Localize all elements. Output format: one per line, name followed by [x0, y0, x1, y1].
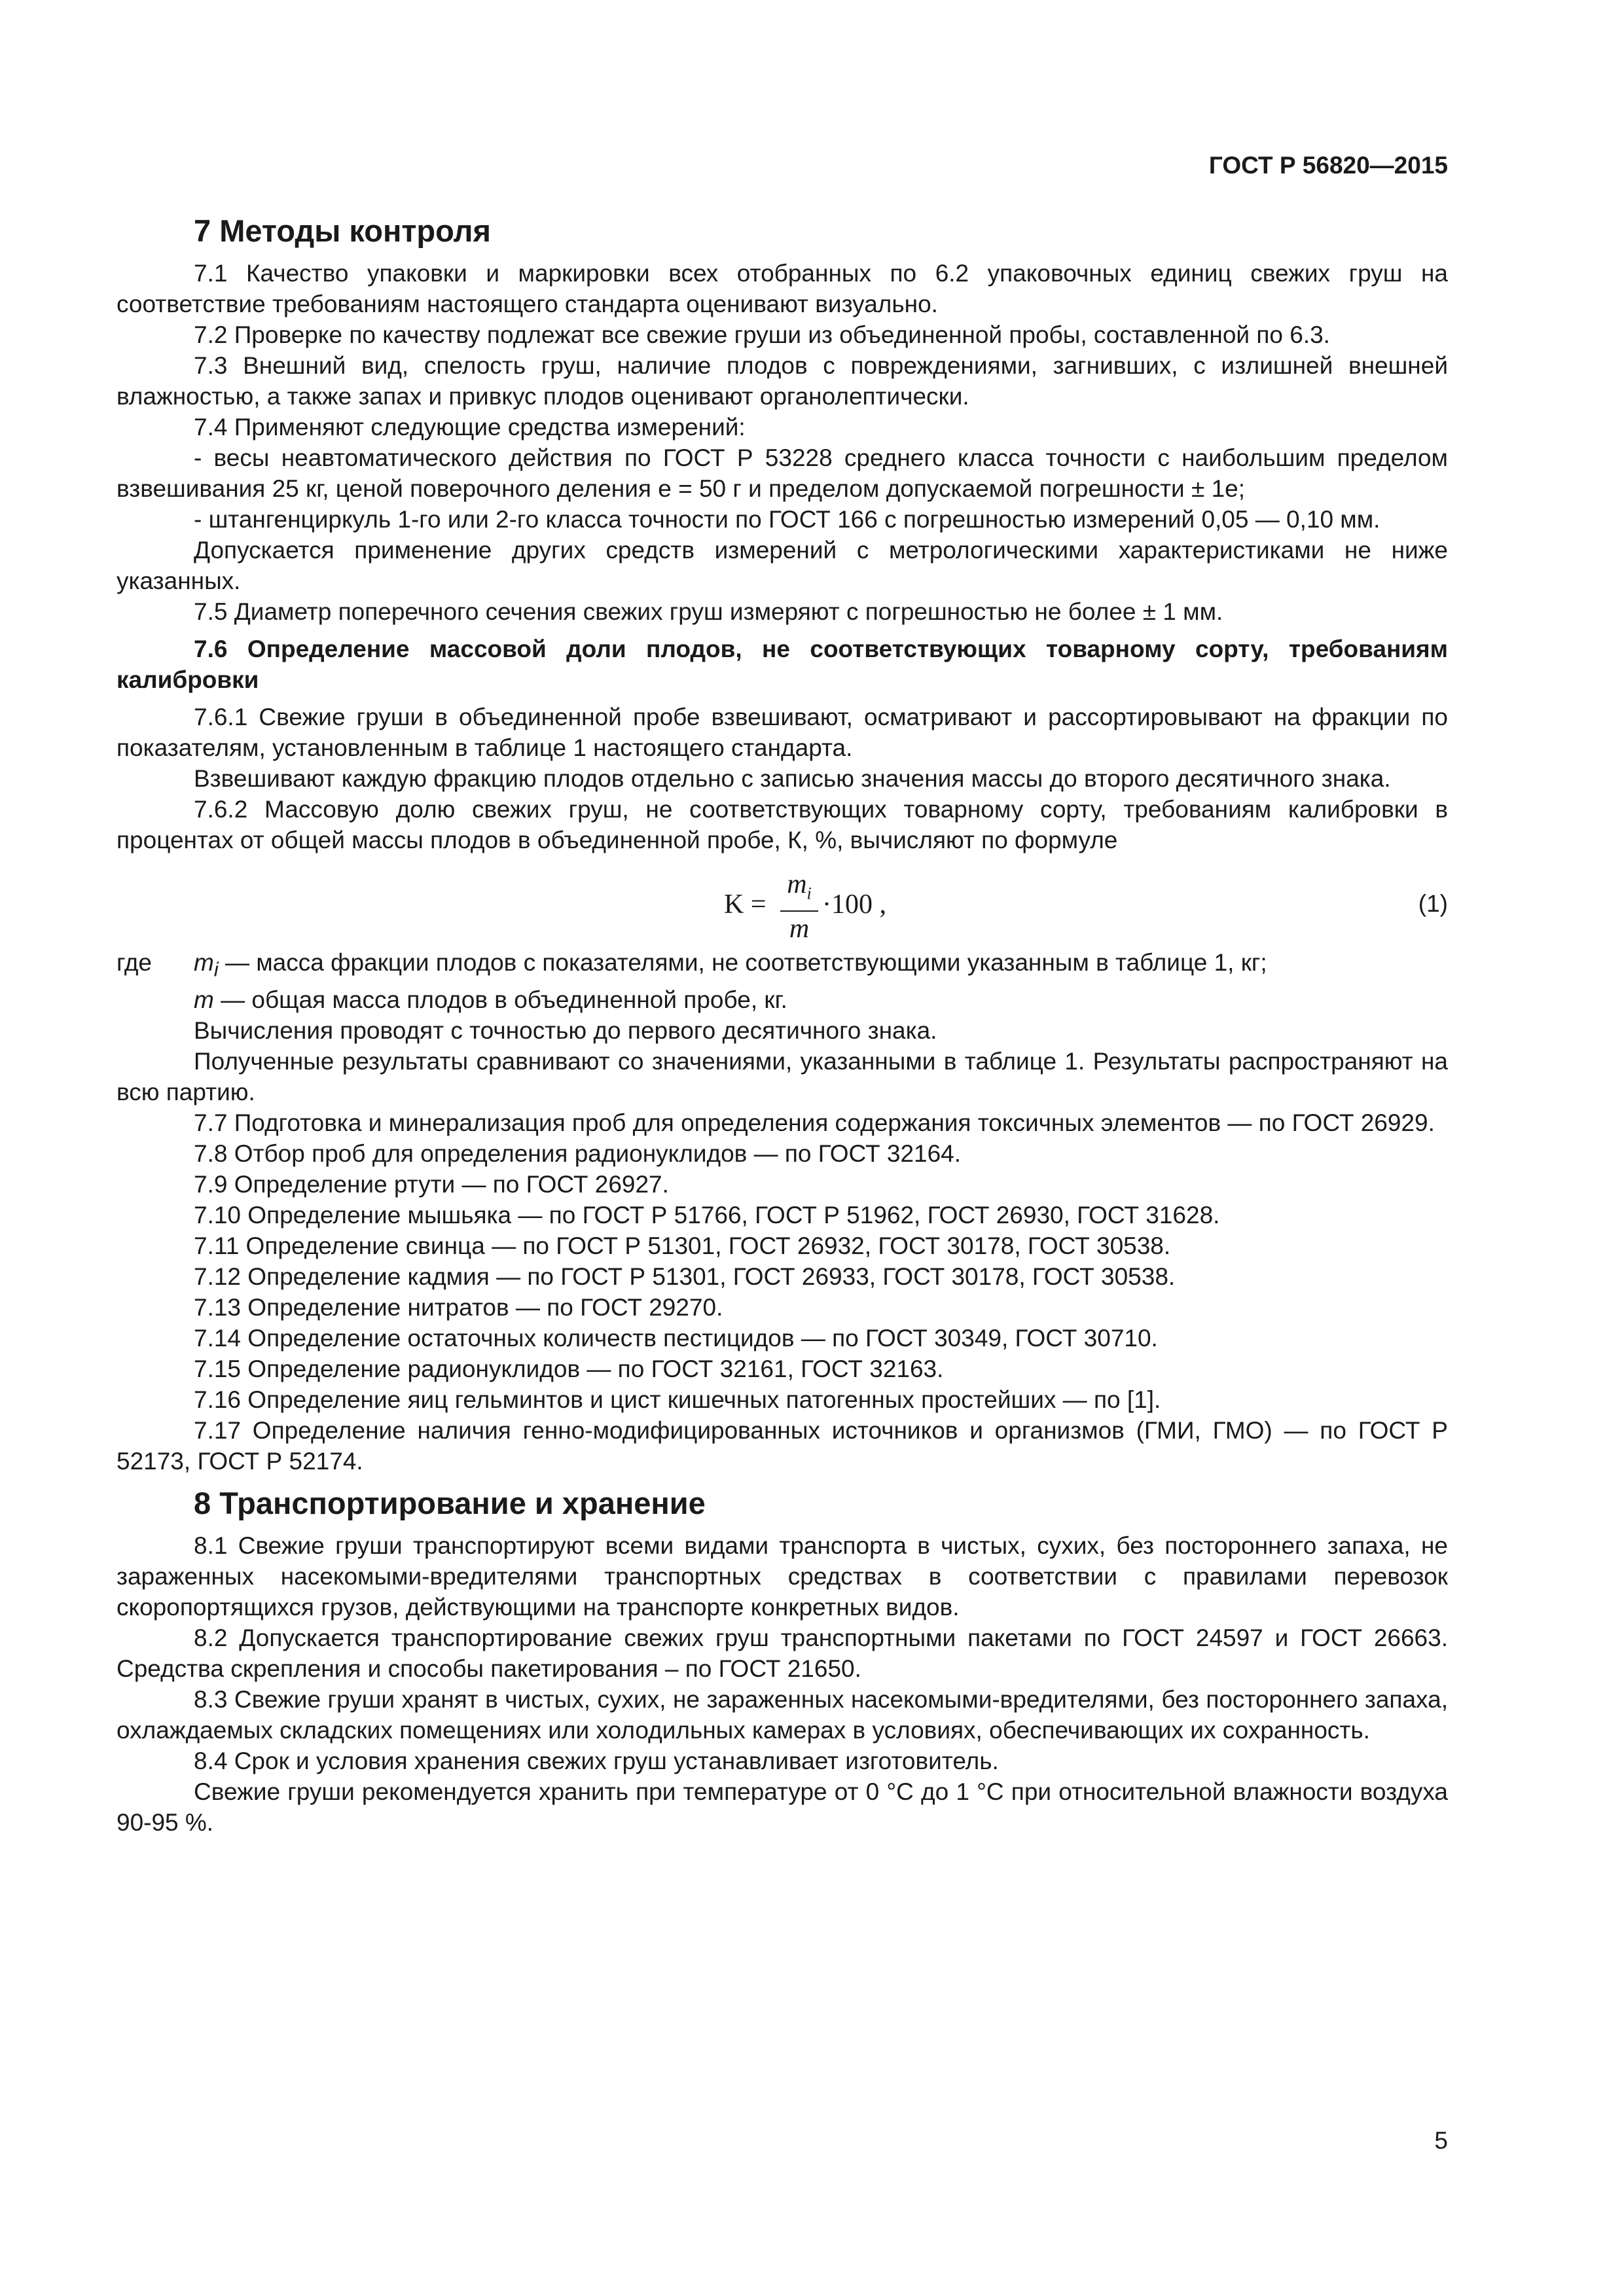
- paragraph-7-10: 7.10 Определение мышьяка — по ГОСТ Р 51766, ГОСТ Р 51962, ГОСТ 26930, ГОСТ 31628.: [194, 1202, 1220, 1229]
- section-8-title: 8 Транспортирование и хранение: [194, 1486, 706, 1521]
- formula-fraction: [780, 869, 818, 944]
- paragraph-7-5: 7.5 Диаметр поперечного сечения свежих груш измеряют с погрешностью не более ± 1 мм.: [194, 598, 1223, 625]
- paragraph-7-15: 7.15 Определение радионуклидов — по ГОСТ 32161, ГОСТ 32163.: [194, 1355, 944, 1383]
- paragraph-7-4: 7.4 Применяют следующие средства измерений:: [194, 414, 746, 440]
- paragraph-7-2: 7.2 Проверке по качеству подлежат все свежие груши из объединенной пробы, составленной по 6.3.: [194, 321, 1330, 348]
- paragraph-7-6-1: 7.6.1 Свежие груши в объединенной пробе взвешивают, осматривают и рассортировывают на фракции по показателям, установленным в таблице 1 настоящего стандарта.: [117, 704, 1448, 761]
- paragraph-7-17: 7.17 Определение наличия генно-модифицированных источников и организмов (ГМИ, ГМО) — по ГОСТ Р 52173, ГОСТ Р 52174.: [117, 1417, 1448, 1475]
- paragraph-8-1: 8.1 Свежие груши транспортируют всеми видами транспорта в чистых, сухих, без постороннего запаха, не зараженных насекомыми-вредителями транспортных средствах в соответствии с правилами перевозок скоропортящихся грузов, действующими на транспорте конкретных видов.: [117, 1532, 1448, 1621]
- paragraph-7-4-caliper: - штангенциркуль 1-го или 2-го класса точности по ГОСТ 166 с погрешностью измерений 0,05 — 0,10 мм.: [194, 506, 1380, 533]
- paragraph-7-4-other: Допускается применение других средств измерений с метрологическими характеристиками не ниже указанных.: [117, 537, 1448, 594]
- paragraph-7-6-2: 7.6.2 Массовую долю свежих груш, не соответствующих товарному сорту, требованиям калибровки в процентах от общей массы плодов в объединенной пробе, К, %, вычисляют по формуле: [117, 796, 1448, 853]
- formula-legend: [117, 947, 1448, 1015]
- paragraph-8-4-storage: Свежие груши рекомендуется хранить при температуре от 0 °С до 1 °С при относительной влажности воздуха 90-95 %.: [117, 1778, 1448, 1837]
- paragraph-8-2: 8.2 Допускается транспортирование свежих груш транспортными пакетами по ГОСТ 24597 и ГОСТ 26663. Средства скрепления и способы пакетирования – по ГОСТ 21650.: [117, 1624, 1448, 1683]
- paragraph-8-4: 8.4 Срок и условия хранения свежих груш устанавливает изготовитель.: [194, 1748, 999, 1775]
- paragraph-7-11: 7.11 Определение свинца — по ГОСТ Р 51301, ГОСТ 26932, ГОСТ 30178, ГОСТ 30538.: [194, 1232, 1171, 1260]
- fraction-bar: [780, 910, 818, 912]
- legend-line-m: m — общая масса плодов в объединенной пробе, кг.: [194, 986, 787, 1014]
- paragraph-7-4-scales: - весы неавтоматического действия по ГОСТ Р 53228 среднего класса точности с наибольшим пределом взвешивания 25 кг, ценой поверочного деления е = 50 г и пределом допускаемой погрешности ± 1е;: [117, 444, 1448, 502]
- formula-numerator: $m_i$: [787, 869, 812, 903]
- legend-line-mi: $m_i$ — масса фракции плодов с показателями, не соответствующими указанным в таблице 1, кг;: [194, 949, 1267, 981]
- paragraph-calc-precision: Вычисления проводят с точностью до первого десятичного знака.: [194, 1017, 937, 1045]
- paragraph-8-3: 8.3 Свежие груши хранят в чистых, сухих, не зараженных насекомыми-вредителями, без постороннего запаха, охлаждаемых складских помещениях или холодильных камерах в условиях, обеспечивающих их сохранность.: [117, 1686, 1448, 1744]
- formula-multiplier: ·100 ,: [822, 889, 886, 920]
- paragraph-7-12: 7.12 Определение кадмия — по ГОСТ Р 51301, ГОСТ 26933, ГОСТ 30178, ГОСТ 30538.: [194, 1263, 1176, 1291]
- paragraph-7-14: 7.14 Определение остаточных количеств пестицидов — по ГОСТ 30349, ГОСТ 30710.: [194, 1325, 1158, 1352]
- paragraph-7-9: 7.9 Определение ртути — по ГОСТ 26927.: [194, 1171, 669, 1198]
- subsection-7-6-title: 7.6 Определение массовой доли плодов, не соответствующих товарному сорту, требованиям калибровки: [117, 636, 1448, 693]
- formula-1: [117, 865, 1448, 942]
- paragraph-7-16: 7.16 Определение яиц гельминтов и цист кишечных патогенных простейших — по [1].: [194, 1386, 1161, 1414]
- paragraph-results: Полученные результаты сравнивают со значениями, указанными в таблице 1. Результаты распространяют на всю партию.: [117, 1048, 1448, 1106]
- section-7-title: 7 Методы контроля: [194, 213, 491, 248]
- paragraph-7-13: 7.13 Определение нитратов — по ГОСТ 29270.: [194, 1294, 723, 1321]
- paragraph-7-3: 7.3 Внешний вид, спелость груш, наличие плодов с повреждениями, загнивших, с излишней внешней влажностью, а также запах и привкус плодов оценивают органолептически.: [117, 352, 1448, 410]
- paragraph-7-7: 7.7 Подготовка и минерализация проб для определения содержания токсичных элементов — по ГОСТ 26929.: [194, 1109, 1435, 1137]
- formula-expression: [724, 869, 1051, 944]
- document-body: [117, 204, 1448, 1838]
- formula-number: (1): [1418, 890, 1448, 917]
- document-header: ГОСТ Р 56820—2015: [1208, 152, 1448, 179]
- formula-lhs: K =: [724, 889, 767, 920]
- formula-denominator: m: [789, 914, 810, 944]
- where-label: где: [117, 949, 153, 976]
- paragraph-7-1: 7.1 Качество упаковки и маркировки всех отобранных по 6.2 упаковочных единиц свежих груш на соответствие требованиям настоящего стандарта оценивают визуально.: [117, 260, 1448, 317]
- paragraph-7-6-1-weigh: Взвешивают каждую фракцию плодов отдельно с записью значения массы до второго десятичного знака.: [194, 765, 1391, 792]
- page-number: 5: [1434, 2127, 1448, 2154]
- paragraph-7-8: 7.8 Отбор проб для определения радионуклидов — по ГОСТ 32164.: [194, 1140, 962, 1168]
